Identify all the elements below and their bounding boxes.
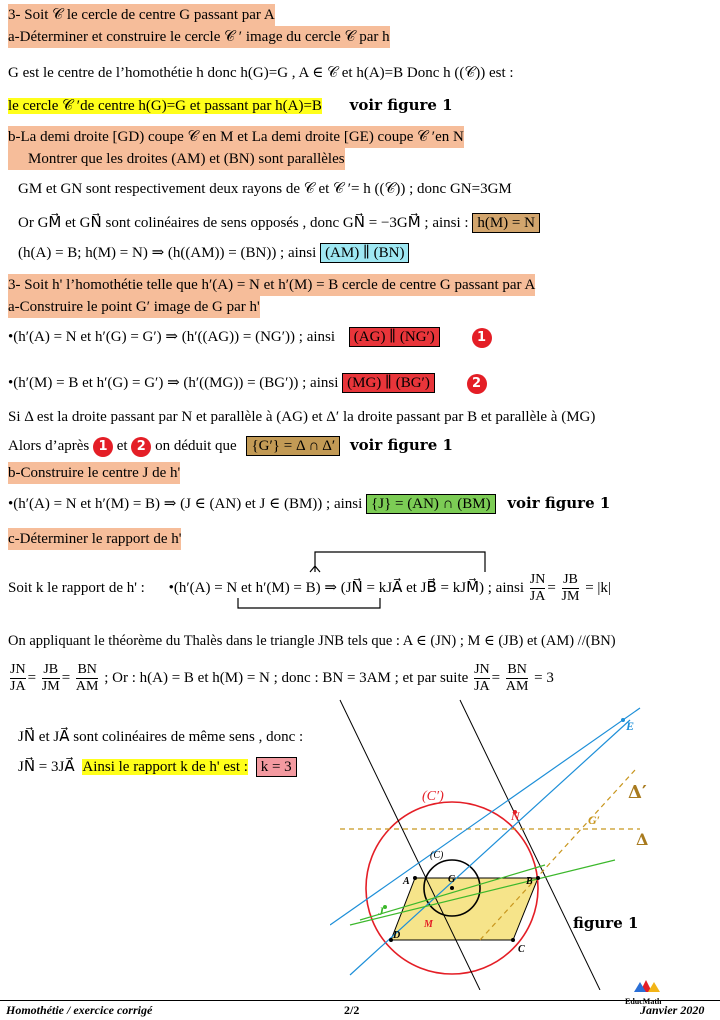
footer-right: Janvier 2020 (640, 1003, 705, 1017)
colinear-line: JN⃗ et JA⃗ sont colinéaires de même sens , donc : (18, 729, 304, 745)
svg-text:E: E (626, 719, 635, 733)
see-figure: voir figure 1 (349, 96, 453, 114)
final-box: k = 3 (256, 757, 297, 777)
line-black-2 (460, 700, 600, 990)
marker-1: 1 (472, 328, 492, 348)
svg-text:N: N (511, 809, 520, 823)
final-eq: JN⃗ = 3JA⃗ (18, 759, 75, 775)
svg-text:J: J (378, 904, 384, 918)
ratio-end: = 3 (534, 670, 554, 686)
ratio-middle: ; Or : h(A) = B et h(M) = N ; donc : BN = 3AM ; et par suite (104, 670, 469, 686)
thales-line: On appliquant le théorème du Thalès dans le triangle JNB tels que : A ∈ (JN) ; M ∈ (JB) et (AM) //(BN) (8, 633, 616, 649)
q3-subtitle-a: a-Déterminer et construire le cercle 𝒞 ′ image du cercle 𝒞 par h (8, 26, 390, 48)
footer (0, 997, 720, 1020)
logo-text: EducMath (625, 997, 662, 1006)
result-box: (MG) ∥ (BG′) (342, 373, 435, 393)
marker-1: 1 (93, 437, 113, 457)
footer-left: Homothétie / exercice corrigé (6, 1003, 153, 1017)
q3prime-line4-b: et (116, 438, 128, 454)
fraction: $\frac{JB}{JM}$ (561, 572, 580, 605)
q3-title: 3- Soit 𝒞 le cercle de centre G passant par A (8, 4, 275, 26)
svg-text:Δ: Δ (636, 830, 649, 849)
svg-text:A: A (403, 876, 410, 887)
see-figure: voir figure 1 (349, 436, 453, 454)
fraction: $\frac{BN}{AM}$ (75, 662, 99, 695)
q3b-line3: (h(A) = B; h(M) = N) ⇒ (h((AM)) = (BN)) ; ainsi (18, 245, 317, 261)
marker-2: 2 (131, 437, 151, 457)
line-black-1 (340, 700, 480, 990)
fraction: $\frac{JN}{JA}$ (474, 662, 490, 695)
q3-answer: le cercle 𝒞 ′de centre h(G)=G et passant par h(A)=B (8, 98, 322, 114)
final-text: Ainsi le rapport k de h' est : (82, 759, 248, 775)
result-box: (AG) ∥ (NG′) (349, 327, 440, 347)
q3prime-line1: •(h′(A) = N et h′(G) = G′) ⇒ (h′((AG)) = (NG′)) ; ainsi (8, 329, 336, 345)
result-box: {J} = (AN) ∩ (BM) (366, 494, 496, 514)
q3prime-c-line1a: Soit k le rapport de h' : (8, 580, 145, 596)
q3prime-line3: Si Δ est la droite passant par N et parallèle à (AG) et Δ′ la droite passant par B et parallèle à (MG) (8, 409, 596, 425)
result-box: {G′} = Δ ∩ Δ′ (246, 436, 340, 456)
q3b-subtitle: Montrer que les droites (AM) et (BN) sont parallèles (8, 148, 345, 170)
q3b-line2: Or GM⃗ et GN⃗ sont colinéaires de sens opposés , donc GN⃗ = −3GM⃗ ; ainsi : (18, 215, 469, 231)
result-box: (AM) ∥ (BN) (320, 243, 409, 263)
q3prime-line4-a: Alors d’après (8, 438, 90, 454)
q3b-title: b-La demi droite [GD) coupe 𝒞 en M et La demi droite [GE) coupe 𝒞 ′en N (8, 126, 464, 148)
abs-k: = |k| (585, 580, 611, 596)
fraction: $\frac{JN}{JA}$ (529, 572, 546, 605)
q3prime-title: 3- Soit h' l’homothétie telle que h′(A) = N et h′(M) = B cercle de centre G passant par A (8, 274, 535, 296)
svg-text:figure 1: figure 1 (573, 914, 639, 932)
q3prime-line2: •(h′(M) = B et h′(G) = G′) ⇒ (h′((MG)) = (BG′)) ; ainsi (8, 375, 339, 391)
svg-text:D: D (393, 930, 401, 941)
marker-2: 2 (467, 374, 487, 394)
fraction: $\frac{BN}{AM}$ (505, 662, 529, 695)
q3-line1: G est le centre de l’homothétie h donc h(G)=G , A ∈ 𝒞 et h(A)=B Donc h ((𝒞)) est : (8, 65, 514, 81)
see-figure: voir figure 1 (507, 494, 611, 512)
geometry-figure (330, 690, 650, 990)
q3prime-line4-c: on déduit que (155, 438, 237, 454)
svg-text:(C): (C) (430, 850, 444, 861)
q3prime-c-line1b: •(h′(A) = N et h′(M) = B) ⇒ (JN⃗ = kJA⃗ et JB⃗ = kJM⃗) ; ainsi (168, 580, 525, 596)
q3prime-b-title: b-Construire le centre J de h' (8, 462, 180, 484)
q3b-line1: GM et GN sont respectivement deux rayons de 𝒞 et 𝒞 ′= h ((𝒞)) ; donc GN=3GM (18, 181, 512, 197)
svg-text:C: C (518, 944, 525, 955)
result-box: h(M) = N (472, 213, 540, 233)
svg-text:Δ′: Δ′ (628, 782, 647, 803)
svg-text:(C′): (C′) (422, 789, 444, 804)
fraction: $\frac{JN}{JA}$ (10, 662, 26, 695)
q3prime-c-title: c-Déterminer le rapport de h' (8, 528, 181, 550)
page-number: 2/2 (344, 1003, 360, 1017)
svg-text:G: G (448, 874, 456, 885)
fraction: $\frac{JB}{JM}$ (41, 662, 60, 695)
q3prime-subtitle: a-Construire le point G′ image de G par h' (8, 296, 260, 318)
q3prime-b-line1: •(h′(A) = N et h′(M) = B) ⇒ (J ∈ (AN) et J ∈ (BM)) ; ainsi (8, 496, 363, 512)
svg-text:B: B (526, 876, 533, 887)
svg-text:M: M (424, 919, 433, 930)
svg-text:G′: G′ (588, 813, 601, 827)
